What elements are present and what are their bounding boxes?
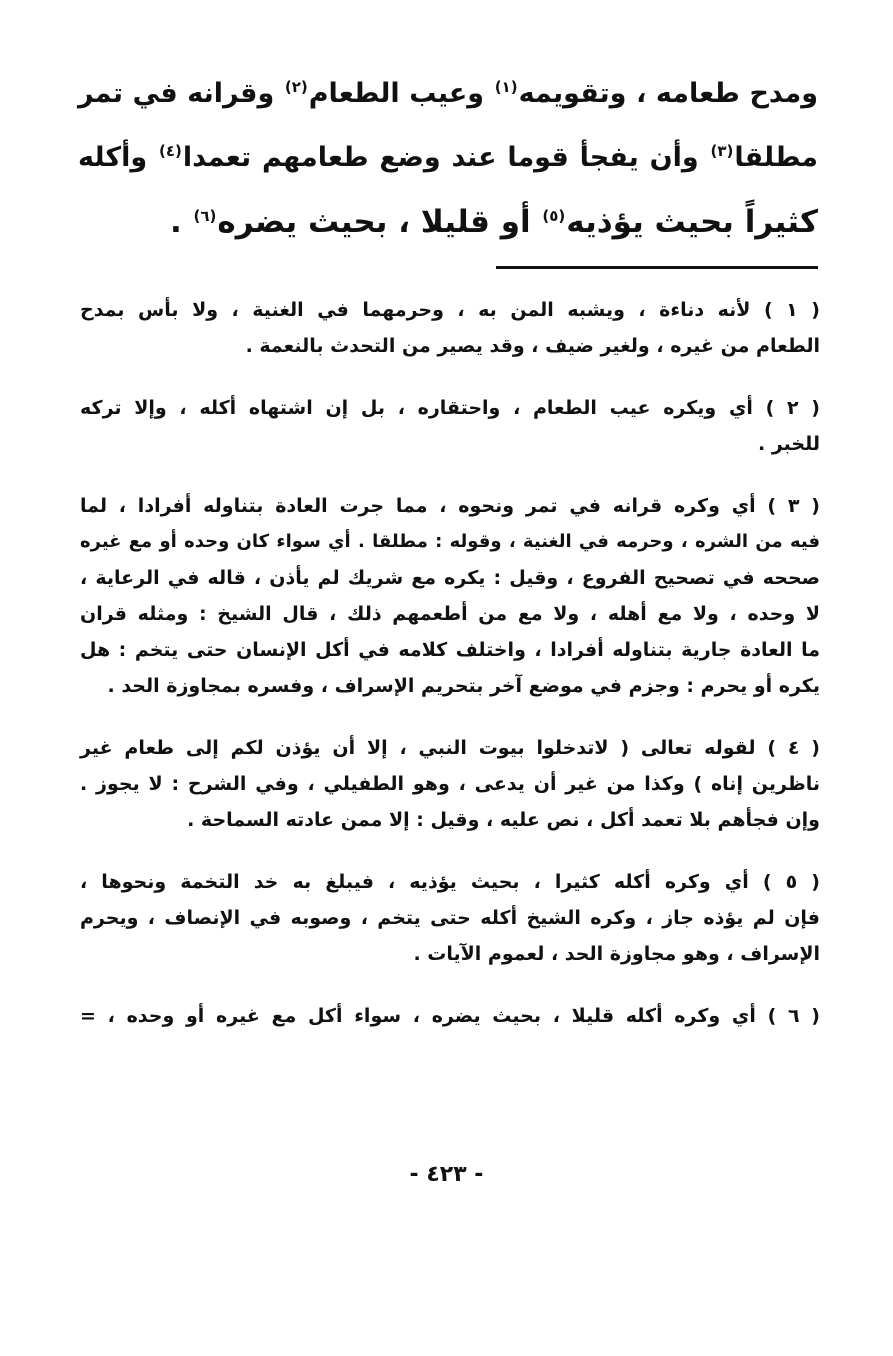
- footnote-reference: (٦): [193, 206, 217, 225]
- footnote-line: ( ٣ ) أي وكره قرانه في تمر ونحوه ، مما جرت العادة بتناوله أفرادا ، لما: [80, 495, 820, 517]
- footnotes-section: [80, 292, 820, 1034]
- footnote-4: [80, 730, 820, 838]
- footnote-2: [80, 390, 820, 462]
- main-text-segment: وعيب الطعام: [308, 78, 494, 109]
- main-text-segment: وقرانه في تمر: [78, 78, 284, 109]
- main-text-segment: وأن يفجأ قوما عند وضع طعامهم تعمدا: [182, 142, 710, 173]
- page-number: - ٤٢٣ -: [409, 1162, 484, 1187]
- footnote-line: الطعام من غيره ، ولغير ضيف ، وقد يصير من التحدث بالنعمة .: [245, 335, 820, 357]
- main-text-segment: وأكله: [78, 142, 158, 173]
- footnote-3: [80, 488, 820, 704]
- main-text-segment: كثيراً بحيث يؤذيه: [566, 204, 818, 240]
- footnote-line: ( ١ ) لأنه دناءة ، ويشبه المن به ، وحرمهما في الغنية ، ولا بأس بمدح: [80, 299, 820, 321]
- footnote-reference: (١): [494, 78, 518, 96]
- footnote-line: ( ٤ ) لقوله تعالى ( لاتدخلوا بيوت النبي ، إلا أن يؤذن لكم إلى طعام غير: [80, 737, 820, 759]
- footnote-line: ( ٥ ) أي وكره أكله كثيرا ، بحيث يؤذيه ، فيبلغ به خد التخمة ونحوها ،: [80, 871, 820, 893]
- main-text-segment: مطلقا: [734, 142, 818, 173]
- footnote-reference: (٥): [542, 206, 566, 225]
- footnote-line: فإن لم يؤذه جاز ، وكره الشيخ أكله حتى يتخم ، وصوبه في الإنصاف ، ويحرم: [80, 907, 820, 929]
- main-text-line: [78, 190, 818, 254]
- footnote-line: لا وحده ، ولا مع أهله ، ولا مع من أطعمهم ذلك ، قال الشيخ : ومثله قران: [80, 603, 820, 625]
- footnote-1: [80, 292, 820, 364]
- main-text-line: [78, 126, 818, 190]
- footnote-line: وإن فجأهم بلا تعمد أكل ، نص عليه ، وقيل : إلا ممن عادته السماحة .: [187, 809, 820, 831]
- footnote-reference: (٢): [284, 78, 308, 96]
- main-text-line: [78, 62, 818, 126]
- footnote-line: ( ٢ ) أي ويكره عيب الطعام ، واحتقاره ، بل إن اشتهاه أكله ، وإلا تركه: [80, 397, 820, 419]
- footnote-line: صححه في تصحيح الفروع ، وقيل : يكره مع شريك لم يأذن ، قاله في الرعاية ،: [80, 567, 820, 589]
- footnote-line: ناظرين إناه ) وكذا من غير أن يدعى ، وهو الطفيلي ، وفي الشرح : لا يجوز .: [80, 773, 820, 795]
- footnote-line: يكره أو يحرم : وجزم في موضع آخر بتحريم الإسراف ، وفسره بمجاوزة الحد .: [107, 675, 820, 697]
- footnote-reference: (٣): [710, 142, 734, 160]
- footnote-reference: (٤): [158, 142, 182, 160]
- main-text-segment: أو قليلا ، بحيث يضره: [217, 204, 542, 240]
- main-text-segment: .: [169, 204, 193, 240]
- footnote-6: [80, 998, 820, 1034]
- footnote-line: للخبر .: [758, 433, 820, 455]
- footnote-line: الإسراف ، وهو مجاوزة الحد ، لعموم الآيات .: [413, 943, 820, 965]
- main-text-block: [78, 62, 818, 254]
- footnote-5: [80, 864, 820, 972]
- footnote-line: ( ٦ ) أي وكره أكله قليلا ، بحيث يضره ، سواء أكل مع غيره أو وحده ، =: [80, 1005, 820, 1027]
- footnote-line: فيه من الشره ، وحرمه في الغنية ، وقوله : مطلقا . أي سواء كان وحده أو مع غيره: [80, 531, 820, 552]
- footnote-separator-rule: [496, 266, 818, 269]
- footnote-line: ما العادة جارية بتناوله أفرادا ، واختلف كلامه في أكل الإنسان حتى يتخم : هل: [80, 639, 820, 661]
- main-text-segment: ومدح طعامه ، وتقويمه: [518, 78, 818, 109]
